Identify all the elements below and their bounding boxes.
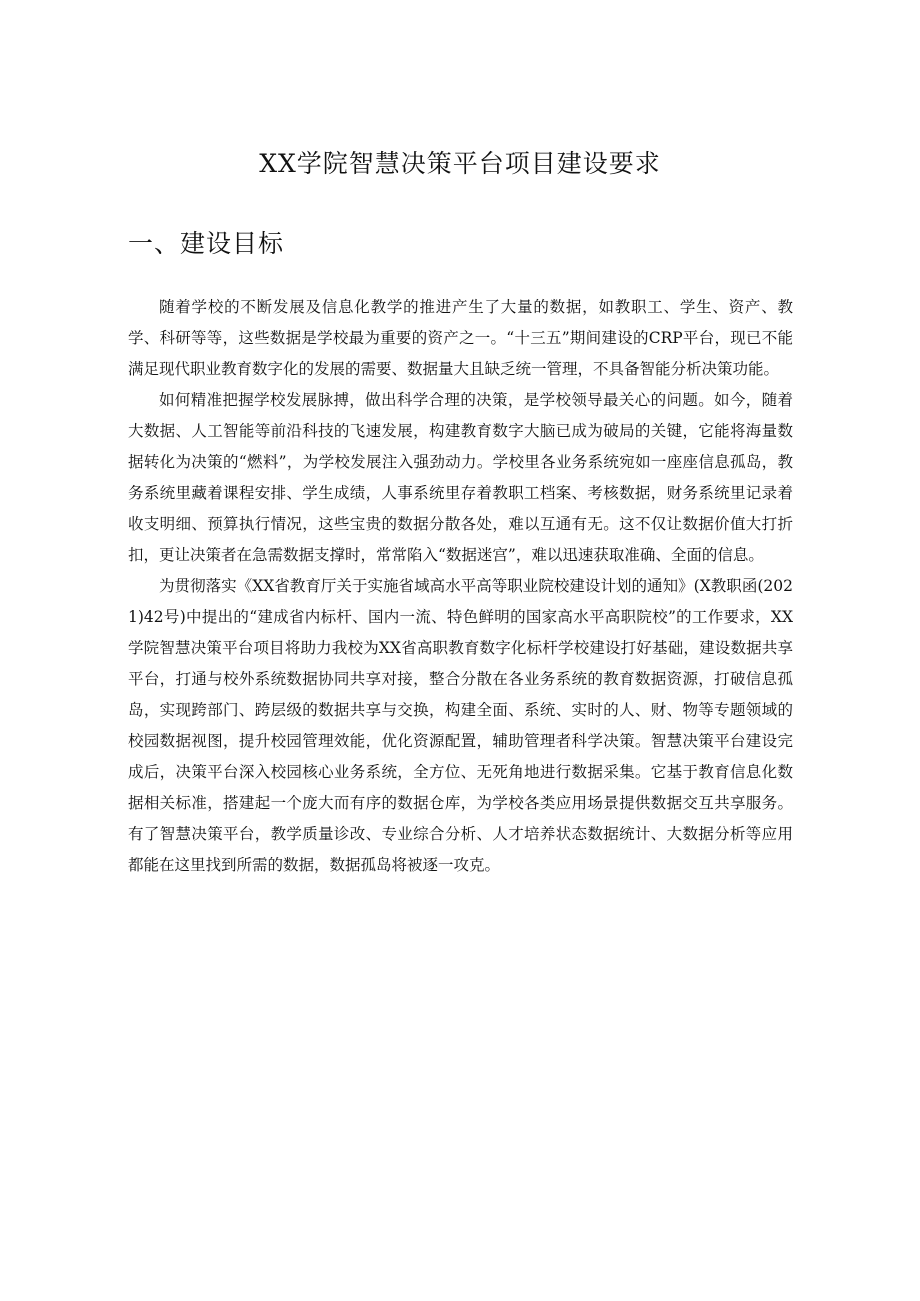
section-heading: 一、建设目标 (128, 229, 285, 258)
body-text (128, 292, 793, 881)
paragraph-1: 随着学校的不断发展及信息化教学的推进产生了大量的数据，如教职工、学生、资产、教学、科研等等，这些数据是学校最为重要的资产之一。“十三五”期间建设的CRP平台，现已不能满足现代职业教育数字化的发展的需要、数据量大且缺乏统一管理，不具备智能分析决策功能。 (128, 298, 793, 378)
document-title: XX学院智慧决策平台项目建设要求 (259, 149, 661, 178)
paragraph-3: 为贯彻落实《XX省教育厅关于实施省域高水平高等职业院校建设计划的通知》(X教职函(2021)42号)中提出的“建成省内标杆、国内一流、特色鲜明的国家高水平高职院校”的工作要求，XX学院智慧决策平台项目将助力我校为XX省高职教育数字化标杆学校建设打好基础，建设数据共享平台，打通与校外系统数据协同共享对接，整合分散在各业务系统的教育数据资源，打破信息孤岛，实现跨部门、跨层级的数据共享与交换，构建全面、系统、实时的人、财、物等专题领域的校园数据视图，提升校园管理效能，优化资源配置，辅助管理者科学决策。智慧决策平台建设完成后，决策平台深入校园核心业务系统，全方位、无死角地进行数据采集。它基于教育信息化数据相关标准，搭建起一个庞大而有序的数据仓库，为学校各类应用场景提供数据交互共享服务。有了智慧决策平台，教学质量诊改、专业综合分析、人才培养状态数据统计、大数据分析等应用都能在这里找到所需的数据，数据孤岛将被逐一攻克。 (128, 577, 793, 874)
paragraph-2: 如何精准把握学校发展脉搏，做出科学合理的决策，是学校领导最关心的问题。如今，随着大数据、人工智能等前沿科技的飞速发展，构建教育数字大脑已成为破局的关键，它能将海量数据转化为决策的“燃料”，为学校发展注入强劲动力。学校里各业务系统宛如一座座信息孤岛，教务系统里藏着课程安排、学生成绩，人事系统里存着教职工档案、考核数据，财务系统里记录着收支明细、预算执行情况，这些宝贵的数据分散各处，难以互通有无。这不仅让数据价值大打折扣，更让决策者在急需数据支撑时，常常陷入“数据迷宫”，难以迅速获取准确、全面的信息。 (128, 391, 793, 564)
